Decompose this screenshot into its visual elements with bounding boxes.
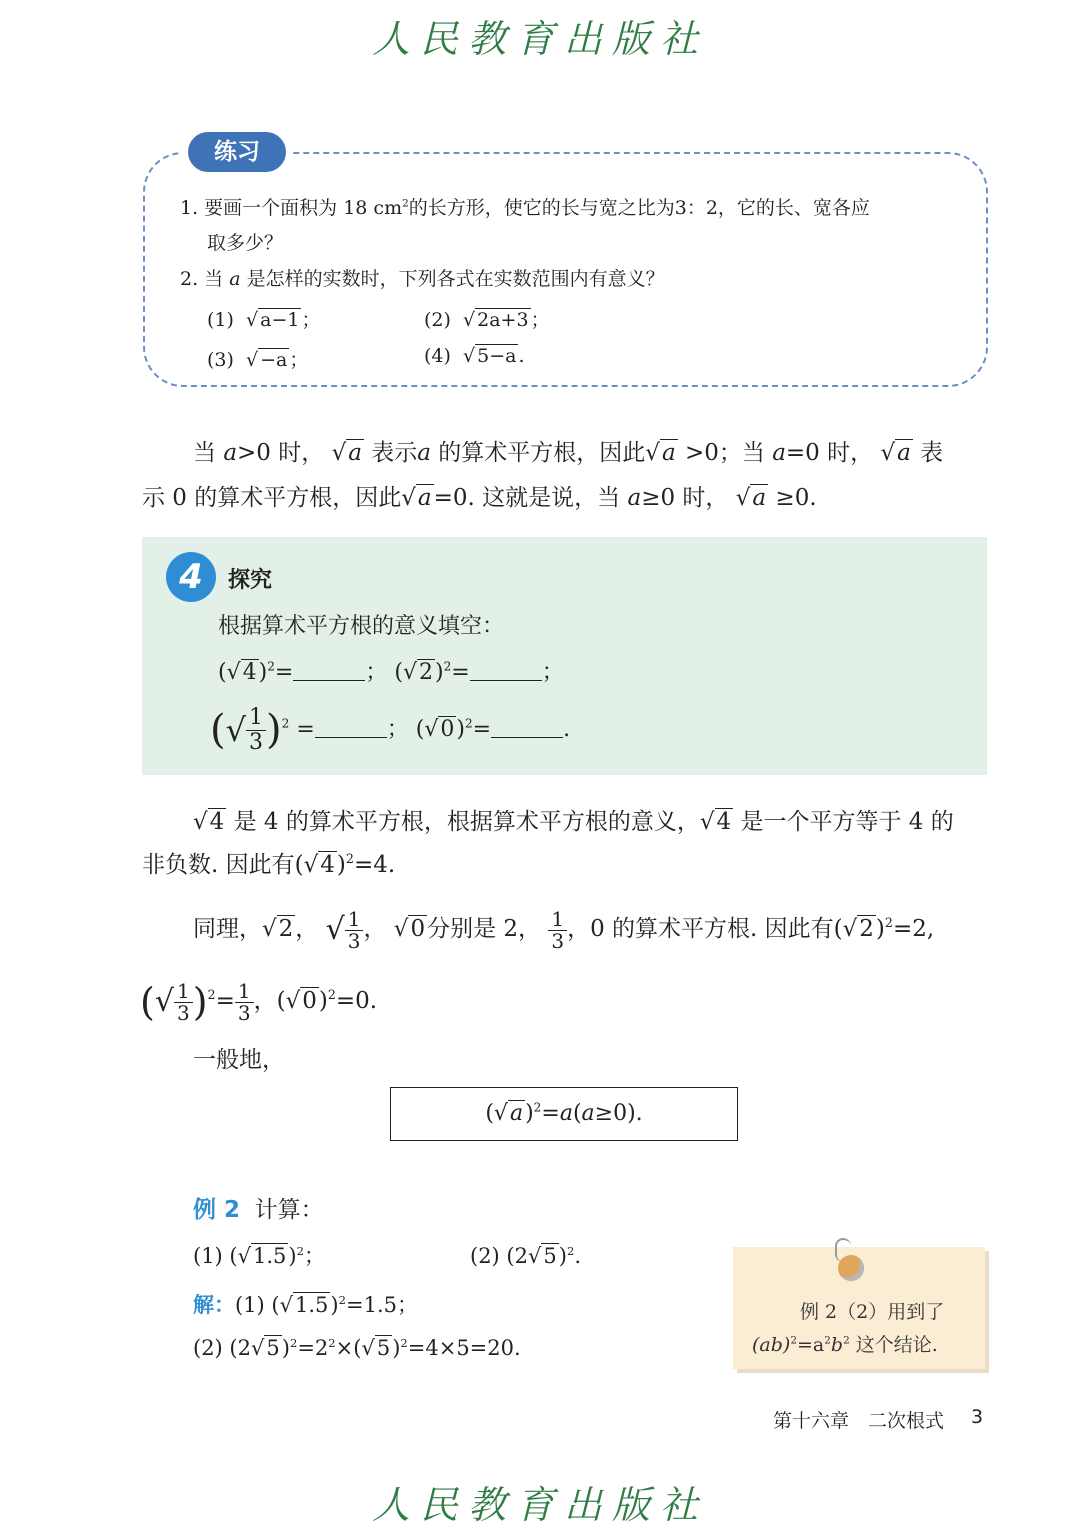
explore-row-1: $(√4)^2=$ ； $(√2)^2=$ ； (218, 659, 564, 685)
publisher-watermark-bottom: 人民教育出版社 (371, 1483, 708, 1527)
practice-label: 练习 (188, 132, 286, 172)
paragraph-1-line-1: 当 a>0 时， √a 表示a 的算术平方根，因此√a >0；当 a=0 时， √a 表 (193, 440, 944, 466)
example-problem-1: (1) $(√1.5)^2$； (193, 1243, 325, 1268)
example-problem-2: (2) $(2√5)^2$. (470, 1243, 582, 1268)
explore-prompt: 根据算术平方根的意义填空： (218, 614, 505, 639)
practice-item-4: (4) √ 5−a . (424, 345, 525, 367)
chapter-footer: 第十六章 二次根式 (773, 1410, 945, 1432)
explore-row-2: (√ $\frac{1}{3}$ )$^2$ = ； $(√0)^2=$ . (210, 705, 571, 755)
note-line-1: 例 2（2）用到了 (800, 1301, 945, 1323)
paragraph-2-line-2: 非负数. 因此有$(√4)^2=4$. (142, 851, 396, 878)
page-number: 3 (971, 1406, 984, 1428)
solution-1: 解：(1) $(√1.5)^2=1.5$； (193, 1292, 418, 1317)
general-statement: 一般地， (193, 1047, 285, 1073)
practice-item-3: (3) √ −a ； (207, 349, 309, 371)
note-line-2: $(ab)^2=a^2b^2$ 这个结论. (752, 1334, 938, 1356)
explore-icon: 4 (166, 552, 216, 602)
solution-2: (2) $(2√5)^2=2^2\times(√5)^2=4\times 5=20$. (193, 1335, 521, 1360)
publisher-watermark-top: 人民教育出版社 (371, 17, 708, 61)
paragraph-1-line-2: 示 0 的算术平方根，因此√a=0. 这就是说，当 a≥0 时， √a ≥0. (142, 485, 817, 511)
paragraph-3-line-1: 同理，√2， √ $\frac{1}{3}$ ， √0分别是 2， $\frac{1}{3}$ ，0 的算术平方根. 因此有$(√2)^2=2$, (193, 906, 935, 953)
example-heading: 例 2 计算： (193, 1197, 324, 1223)
paragraph-3-line-2: (√ $\frac{1}{3}$ )$^2$= $\frac{1}{3}$ ，$(√0)^2=0$. (140, 978, 378, 1025)
explore-title: 探究 (228, 568, 273, 593)
practice-question-1: 1. 要画一个面积为 18 $cm^2$的长方形，使它的长与宽之比为3：2，它的长、宽各应 (180, 197, 870, 219)
pin-icon (838, 1255, 864, 1281)
practice-question-2: 2. 当 a 是怎样的实数时，下列各式在实数范围内有意义？ (180, 268, 665, 290)
practice-item-2: (2) √ 2a+3 ； (424, 309, 550, 331)
paragraph-2-line-1: √4 是 4 的算术平方根，根据算术平方根的意义，√4 是一个平方等于 4 的 (193, 809, 954, 835)
practice-question-1-cont: 取多少？ (207, 232, 284, 254)
formula-box: $(√a)^2=a(a\ge 0)$. (390, 1087, 738, 1141)
practice-item-1: (1) √ a−1 ； (207, 309, 321, 331)
